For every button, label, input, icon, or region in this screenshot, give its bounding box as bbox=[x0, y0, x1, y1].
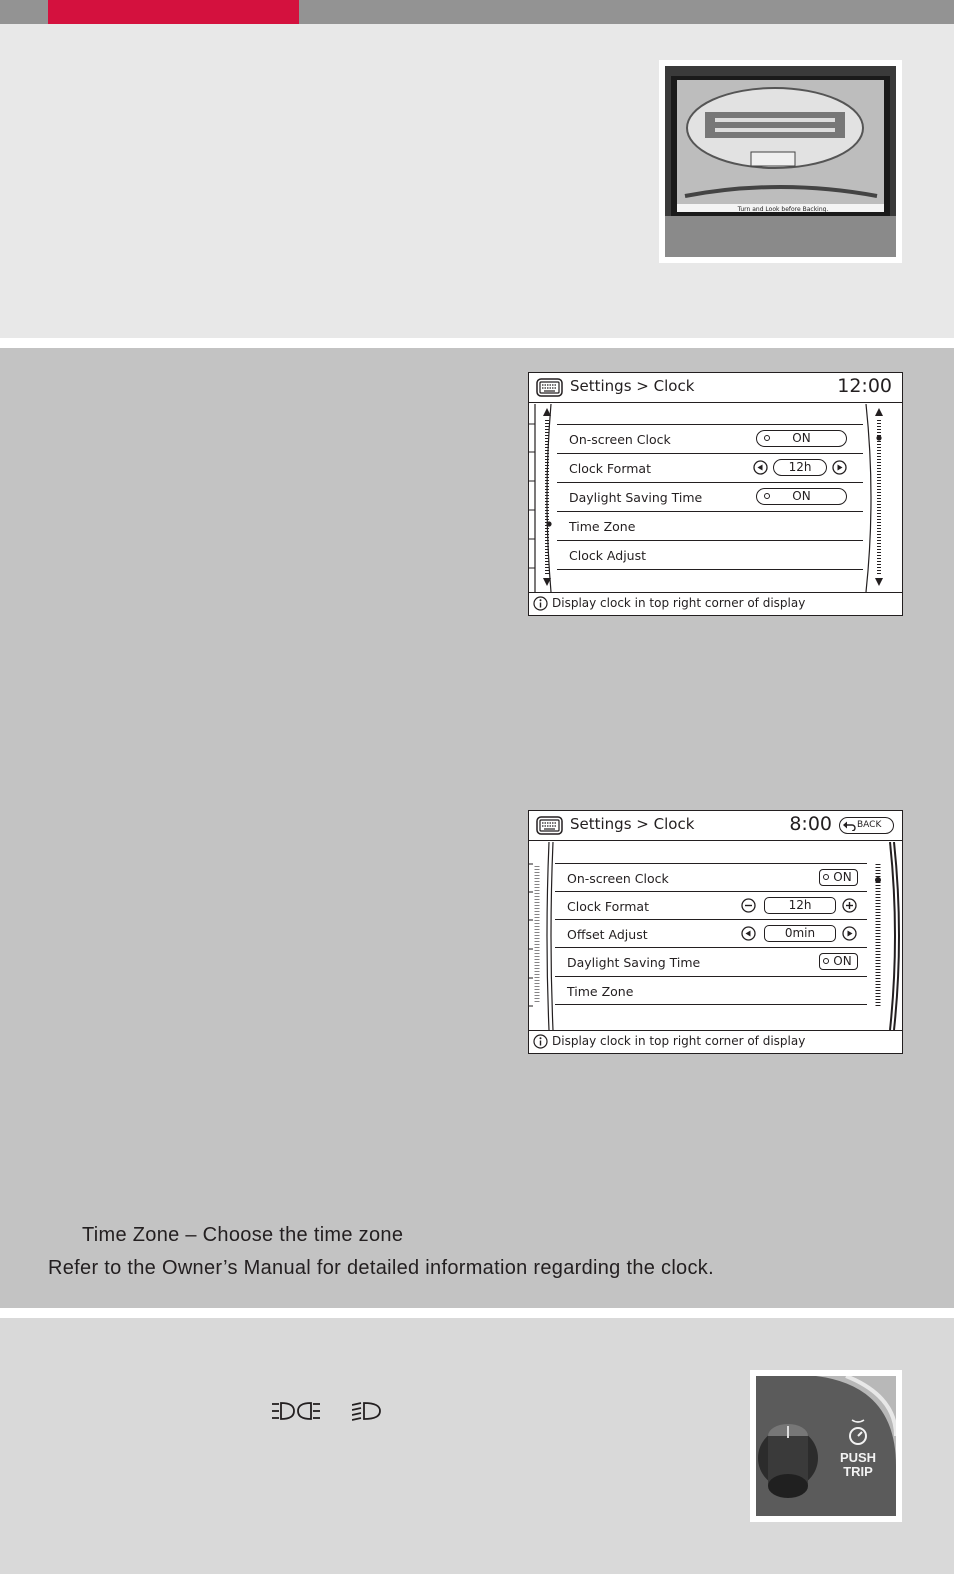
screen-header bbox=[529, 811, 902, 841]
onscreen-clock-toggle[interactable]: ON bbox=[756, 430, 847, 447]
row-label: Clock Adjust bbox=[569, 548, 647, 563]
trip-label: TRIP bbox=[843, 1464, 873, 1479]
offset-adjust-value: 0min bbox=[764, 925, 836, 942]
menu-row-time-zone[interactable] bbox=[557, 512, 863, 541]
footer-hint: Display clock in top right corner of display bbox=[552, 596, 806, 610]
low-beam-icon bbox=[352, 1401, 382, 1421]
screen-clock-time: 8:00 bbox=[789, 813, 832, 835]
minus-icon[interactable] bbox=[741, 898, 756, 913]
back-arrow-icon bbox=[843, 820, 856, 831]
left-scroll-rail[interactable] bbox=[529, 842, 557, 1030]
row-label: Time Zone bbox=[569, 519, 636, 534]
info-icon bbox=[533, 596, 548, 611]
right-scroll-rail[interactable] bbox=[860, 404, 902, 592]
clock-format-value: 12h bbox=[764, 897, 836, 914]
arrow-right-icon[interactable] bbox=[842, 926, 857, 941]
menu-row-top-spacer bbox=[555, 842, 867, 864]
onscreen-clock-toggle[interactable]: ON bbox=[819, 869, 858, 886]
row-label: Clock Format bbox=[567, 899, 649, 914]
rearview-camera-image bbox=[665, 66, 896, 257]
daylight-saving-toggle[interactable]: ON bbox=[819, 953, 858, 970]
menu-row-daylight-saving[interactable] bbox=[555, 948, 867, 977]
daylight-saving-toggle[interactable]: ON bbox=[756, 488, 847, 505]
camera-caption: Turn and Look before Backing. bbox=[737, 206, 829, 213]
menu-row-onscreen-clock[interactable] bbox=[557, 425, 863, 454]
menu-row-top-spacer bbox=[557, 404, 863, 425]
menu-row-time-zone[interactable] bbox=[555, 977, 867, 1005]
trip-knob-photo bbox=[750, 1370, 902, 1522]
rearview-section bbox=[0, 24, 954, 338]
headlight-trip-section bbox=[0, 1318, 954, 1574]
owners-manual-reference: Refer to the Owner’s Manual for detailed information regarding the clock. bbox=[48, 1257, 714, 1279]
row-label: On-screen Clock bbox=[567, 871, 669, 886]
keyboard-icon bbox=[536, 378, 563, 397]
menu-row-onscreen-clock[interactable] bbox=[555, 864, 867, 892]
footer-hint: Display clock in top right corner of display bbox=[552, 1034, 806, 1048]
screen-clock-time: 12:00 bbox=[837, 375, 892, 397]
menu-row-offset-adjust[interactable] bbox=[555, 920, 867, 948]
row-label: On-screen Clock bbox=[569, 432, 671, 447]
clock-settings-screen-a bbox=[528, 372, 903, 616]
info-icon bbox=[533, 1034, 548, 1049]
plus-icon[interactable] bbox=[842, 898, 857, 913]
row-label: Offset Adjust bbox=[567, 927, 648, 942]
screen-footer bbox=[529, 1030, 902, 1053]
clock-format-value: 12h bbox=[773, 459, 827, 476]
screen-breadcrumb: Settings > Clock bbox=[570, 377, 695, 395]
screen-header bbox=[529, 373, 902, 403]
row-label: Daylight Saving Time bbox=[567, 955, 701, 970]
clock-section bbox=[0, 348, 954, 1308]
row-label: Time Zone bbox=[567, 984, 634, 999]
time-zone-description: Time Zone – Choose the time zone bbox=[82, 1224, 404, 1246]
rearview-photo bbox=[659, 60, 902, 263]
clock-settings-screen-b bbox=[528, 810, 903, 1054]
section-accent-tab bbox=[48, 0, 299, 24]
screen-breadcrumb: Settings > Clock bbox=[570, 815, 695, 833]
arrow-left-icon[interactable] bbox=[741, 926, 756, 941]
row-label: Daylight Saving Time bbox=[569, 490, 703, 505]
row-label: Clock Format bbox=[569, 461, 651, 476]
high-beam-icon bbox=[272, 1401, 320, 1421]
left-scroll-rail[interactable] bbox=[529, 404, 557, 592]
right-scroll-rail[interactable] bbox=[866, 842, 902, 1030]
menu-row-clock-adjust[interactable] bbox=[557, 541, 863, 570]
push-label: PUSH bbox=[839, 1450, 877, 1465]
menu-row-daylight-saving[interactable] bbox=[557, 483, 863, 512]
back-button[interactable]: BACK bbox=[839, 817, 894, 834]
trip-knob-image bbox=[756, 1376, 896, 1516]
arrow-left-icon[interactable] bbox=[753, 460, 768, 475]
keyboard-icon bbox=[536, 816, 563, 835]
top-bar bbox=[0, 0, 954, 24]
menu-row-clock-format[interactable] bbox=[557, 454, 863, 483]
screen-footer bbox=[529, 592, 902, 615]
arrow-right-icon[interactable] bbox=[832, 460, 847, 475]
menu-row-clock-format[interactable] bbox=[555, 892, 867, 920]
